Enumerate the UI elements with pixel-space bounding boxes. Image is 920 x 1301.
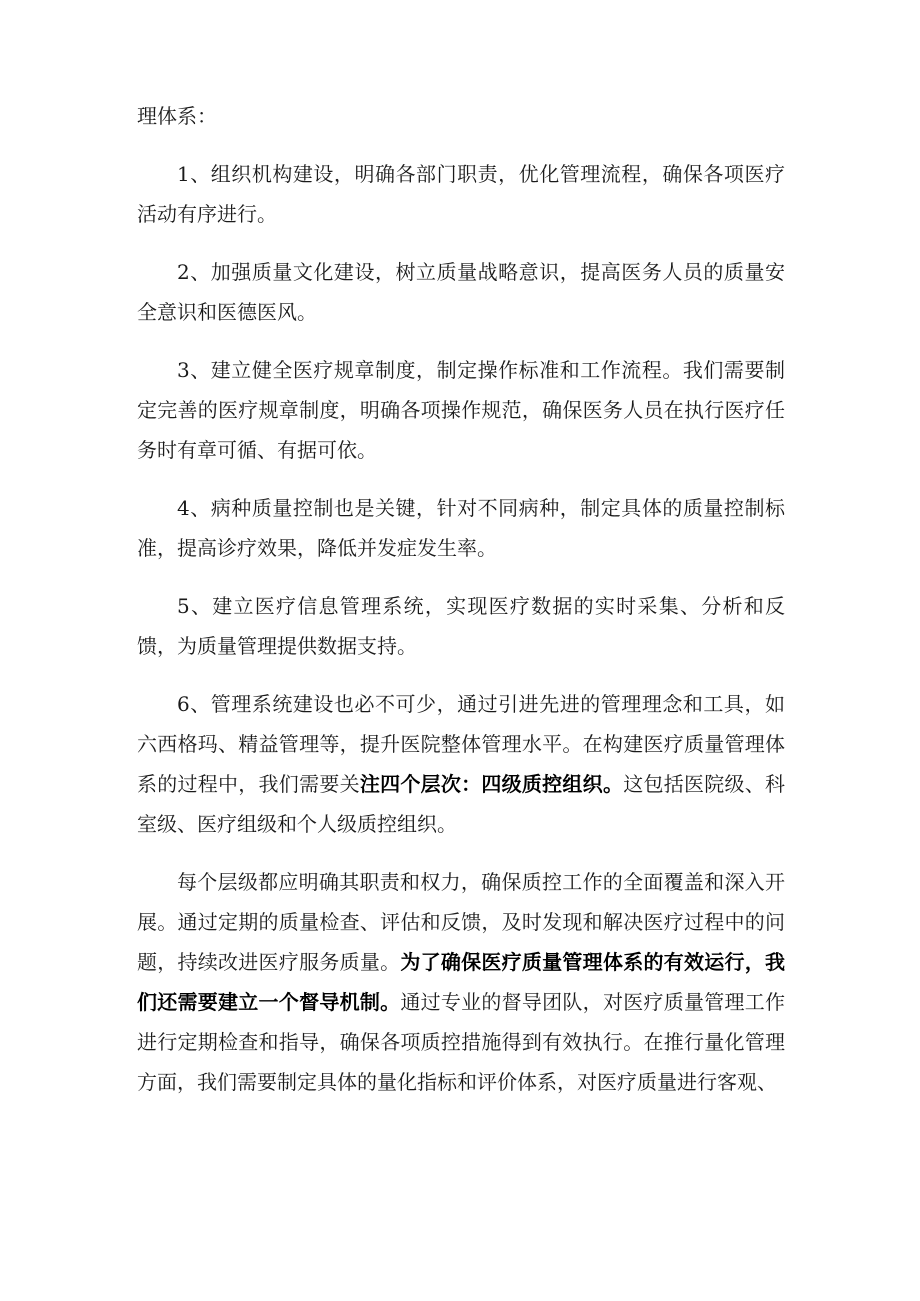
closing-paragraph [137, 862, 785, 1102]
item6-bold-text: 注四个层次：四级质控组织。 [359, 772, 624, 796]
document-body [137, 96, 785, 1102]
section-heading: 理体系： [137, 104, 217, 128]
closing-text-start: 每个层级都应明确其职责和权力，确保质控工作的全面覆盖和深入开展。通过定期的质量检查、评估和反馈，及时发现和解决医疗过程中的问题，持续改进医疗服务质量。 [137, 870, 785, 974]
closing-bold-text: 为了确保医疗质量管理体系的有效运行，我们还需要建立一个督导机制。 [137, 950, 786, 1014]
item6-text-end: 这包括医院级、科室级、医疗组级和个人级质控组织。 [137, 772, 786, 836]
list-item-1: 1、组织机构建设，明确各部门职责，优化管理流程，确保各项医疗活动有序进行。 [137, 162, 785, 226]
list-item-3: 3、建立健全医疗规章制度，制定操作标准和工作流程。我们需要制定完善的医疗规章制度，明确各项操作规范，确保医务人员在执行医疗任务时有章可循、有据可依。 [137, 358, 785, 462]
list-item-4: 4、病种质量控制也是关键，针对不同病种，制定具体的质量控制标准，提高诊疗效果，降低并发症发生率。 [137, 496, 785, 560]
list-item-6 [137, 684, 785, 844]
list-item-5: 5、建立医疗信息管理系统，实现医疗数据的实时采集、分析和反馈，为质量管理提供数据支持。 [137, 594, 785, 658]
list-item-2: 2、加强质量文化建设，树立质量战略意识，提高医务人员的质量安全意识和医德医风。 [137, 260, 785, 324]
item6-text-start: 6、管理系统建设也必不可少，通过引进先进的管理理念和工具，如六西格玛、精益管理等，提升医院整体管理水平。在构建医疗质量管理体系的过程中，我们需要关 [137, 692, 785, 796]
closing-text-end: 通过专业的督导团队，对医疗质量管理工作进行定期检查和指导，确保各项质控措施得到有效执行。在推行量化管理方面，我们需要制定具体的量化指标和评价体系，对医疗质量进行客观、 [137, 990, 786, 1094]
